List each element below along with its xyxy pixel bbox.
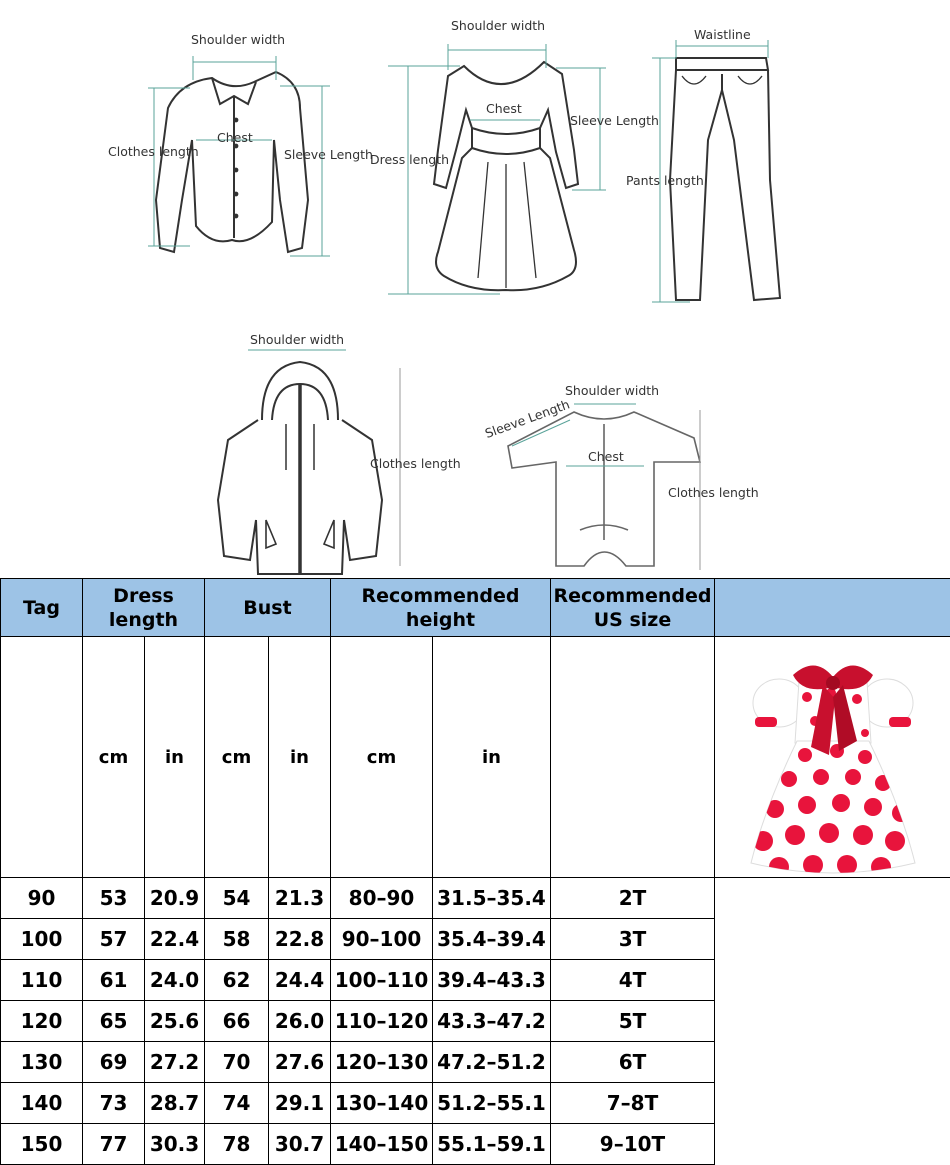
cell-height-in: 31.5–35.4 (433, 878, 551, 919)
table-row (1, 1042, 950, 1083)
cell-tag: 130 (1, 1042, 83, 1083)
cell-bust-in: 30.7 (269, 1124, 331, 1165)
unit-blank (1, 637, 83, 878)
romper-clothes-length-label: Clothes length (668, 485, 759, 500)
cell-us: 5T (551, 1001, 715, 1042)
dress-diagram-icon (434, 62, 578, 290)
cell-dress-in: 28.7 (145, 1083, 205, 1124)
dress-shoulder-width-label: Shoulder width (451, 18, 545, 33)
header-dress-length: Dress length (83, 579, 205, 637)
cell-us: 6T (551, 1042, 715, 1083)
cell-bust-cm: 54 (205, 878, 269, 919)
header-recommended-height: Recommended height (331, 579, 551, 637)
cell-tag: 110 (1, 960, 83, 1001)
cell-us: 3T (551, 919, 715, 960)
cell-bust-in: 21.3 (269, 878, 331, 919)
cell-bust-cm: 70 (205, 1042, 269, 1083)
size-chart-table (0, 578, 950, 1165)
table-row (1, 1001, 950, 1042)
cell-dress-in: 24.0 (145, 960, 205, 1001)
cell-dress-in: 30.3 (145, 1124, 205, 1165)
dress-sleeve-length-label: Sleeve Length (570, 113, 659, 128)
cell-dress-cm: 57 (83, 919, 145, 960)
romper-chest-label: Chest (588, 449, 624, 464)
cell-dress-in: 22.4 (145, 919, 205, 960)
cell-bust-cm: 66 (205, 1001, 269, 1042)
unit-height-in: in (433, 637, 551, 878)
cell-us: 7–8T (551, 1083, 715, 1124)
cell-bust-cm: 78 (205, 1124, 269, 1165)
unit-bust-in: in (269, 637, 331, 878)
cell-us: 2T (551, 878, 715, 919)
cell-bust-cm: 58 (205, 919, 269, 960)
cell-bust-cm: 74 (205, 1083, 269, 1124)
table-row (1, 1083, 950, 1124)
table-row (1, 878, 950, 919)
hoodie-shoulder-width-label: Shoulder width (250, 332, 344, 347)
shirt-sleeve-length-label: Sleeve Length (284, 147, 373, 162)
header-tag: Tag (1, 579, 83, 637)
pants-length-label: Pants length (626, 173, 704, 188)
header-blank (715, 579, 950, 637)
cell-height-cm: 110–120 (331, 1001, 433, 1042)
cell-bust-cm: 62 (205, 960, 269, 1001)
unit-bust-cm: cm (205, 637, 269, 878)
cell-bust-in: 27.6 (269, 1042, 331, 1083)
cell-dress-cm: 65 (83, 1001, 145, 1042)
cell-dress-cm: 61 (83, 960, 145, 1001)
cell-dress-in: 20.9 (145, 878, 205, 919)
cell-height-in: 55.1–59.1 (433, 1124, 551, 1165)
cell-height-in: 39.4–43.3 (433, 960, 551, 1001)
dress-length-label: Dress length (370, 152, 449, 167)
shirt-chest-label: Chest (217, 130, 253, 145)
cell-us: 9–10T (551, 1124, 715, 1165)
romper-sleeve-length-label: Sleeve Length (483, 396, 572, 441)
table-row (1, 919, 950, 960)
cell-tag: 100 (1, 919, 83, 960)
cell-height-cm: 140–150 (331, 1124, 433, 1165)
shirt-shoulder-width-label: Shoulder width (191, 32, 285, 47)
cell-bust-in: 29.1 (269, 1083, 331, 1124)
cell-height-in: 47.2–51.2 (433, 1042, 551, 1083)
cell-dress-cm: 73 (83, 1083, 145, 1124)
cell-dress-cm: 69 (83, 1042, 145, 1083)
cell-height-cm: 100–110 (331, 960, 433, 1001)
cell-tag: 140 (1, 1083, 83, 1124)
unit-us-blank (551, 637, 715, 878)
table-row (1, 1124, 950, 1165)
cell-tag: 90 (1, 878, 83, 919)
header-recommended-us-size: Recommended US size (551, 579, 715, 637)
romper-shoulder-width-label: Shoulder width (565, 383, 659, 398)
cell-bust-in: 24.4 (269, 960, 331, 1001)
unit-height-cm: cm (331, 637, 433, 878)
cell-height-cm: 130–140 (331, 1083, 433, 1124)
cell-dress-in: 25.6 (145, 1001, 205, 1042)
cell-bust-in: 22.8 (269, 919, 331, 960)
cell-us: 4T (551, 960, 715, 1001)
cell-height-in: 35.4–39.4 (433, 919, 551, 960)
hoodie-clothes-length-label: Clothes length (370, 456, 461, 471)
unit-dress-in: in (145, 637, 205, 878)
cell-dress-cm: 77 (83, 1124, 145, 1165)
header-bust: Bust (205, 579, 331, 637)
shirt-clothes-length-label: Clothes length (108, 144, 199, 159)
cell-height-cm: 120–130 (331, 1042, 433, 1083)
cell-height-cm: 80–90 (331, 878, 433, 919)
pants-waistline-label: Waistline (694, 27, 751, 42)
cell-tag: 120 (1, 1001, 83, 1042)
cell-height-cm: 90–100 (331, 919, 433, 960)
cell-bust-in: 26.0 (269, 1001, 331, 1042)
hoodie-diagram-icon (218, 362, 382, 574)
cell-dress-cm: 53 (83, 878, 145, 919)
shirt-diagram-icon (156, 72, 308, 252)
table-row (1, 960, 950, 1001)
cell-height-in: 51.2–55.1 (433, 1083, 551, 1124)
cell-tag: 150 (1, 1124, 83, 1165)
unit-dress-cm: cm (83, 637, 145, 878)
cell-height-in: 43.3–47.2 (433, 1001, 551, 1042)
product-photo-cell (715, 637, 950, 878)
dress-chest-label: Chest (486, 101, 522, 116)
polka-dot-dress-photo (745, 637, 921, 877)
cell-dress-in: 27.2 (145, 1042, 205, 1083)
measurement-diagrams (0, 0, 950, 578)
